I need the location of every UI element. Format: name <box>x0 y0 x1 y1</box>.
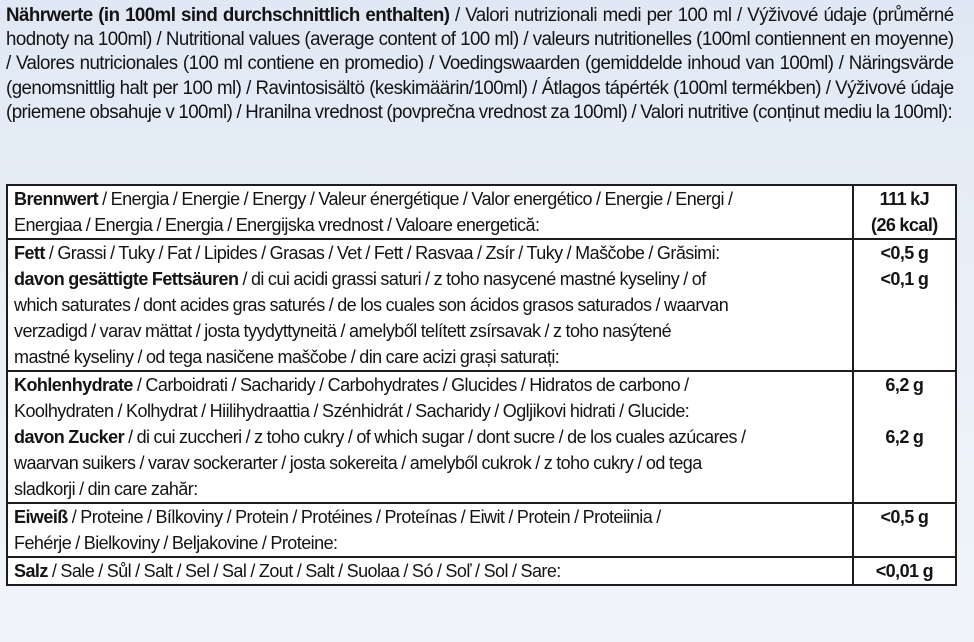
fat-value-total: <0,5 g <box>880 243 929 263</box>
carbs-translations: / Carboidrati / Sacharidy / Carbohydrates / Glucides / Hidratos de carbono / <box>132 375 689 395</box>
protein-value-text: <0,5 g <box>880 507 929 527</box>
saturates-value: <0,1 g <box>880 269 929 289</box>
fat-translations: / Grassi / Tuky / Fat / Lipides / Grasas / Vet / Fett / Rasvaa / Zsír / Tuky / Maščobe / Grăsimi: <box>44 243 720 263</box>
saturates-translations: / di cui acidi grassi saturi / z toho nasycené mastné kyseliny / of <box>238 269 706 289</box>
saturates-translations-3: verzadigd / varav mättat / josta tyydyttyneitä / amelyből telített zsírsavak / z toho nasýtené <box>14 321 672 341</box>
saturates-translations-2: which saturates / dont acides gras saturés / de los cuales son ácidos grasos saturados / waarvan <box>14 295 729 315</box>
protein-translations: / Proteine / Bílkoviny / Protein / Protéines / Proteínas / Eiwit / Protein / Proteiinia / <box>67 507 661 527</box>
sugar-heading: davon Zucker <box>14 427 125 447</box>
intro-heading-de: Nährwerte (in 100ml sind durchschnittlich enthalten) <box>6 5 450 26</box>
energy-value-kj: 111 kJ <box>879 189 930 209</box>
protein-heading: Eiweiß <box>14 507 68 527</box>
energy-value-kcal: (26 kcal) <box>871 215 938 235</box>
intro-text-line: (100ml contiennent en moyenne) / Valores nutricionales (100 ml contiene en promedio) / Voedingswaarden <box>6 29 954 75</box>
intro-text-line: (gemiddelde inhoud van 100ml) / Näringsvärde (genomsnittlig halt per 100 ml) / Ravintosisältö <box>6 53 954 99</box>
carbs-heading: Kohlenhydrate <box>14 375 133 395</box>
intro-text-line: / Valori nutrizionali medi per 100 ml / Výživové <box>449 5 818 26</box>
sugar-translations-3: sladkorji / din care zahăr: <box>14 479 198 499</box>
protein-label <box>7 503 853 557</box>
row-energy <box>7 185 956 239</box>
saturates-heading: davon gesättigte Fettsäuren <box>14 269 239 289</box>
salt-heading: Salz <box>14 561 48 581</box>
salt-label <box>7 557 853 585</box>
energy-translations-2: Energiaa / Energia / Energia / Energijska vrednost / Valoare energetică: <box>14 215 540 235</box>
saturates-translations-4: mastné kyseliny / od tega nasičene maščobe / din care acizi grași saturați: <box>14 347 560 367</box>
sugar-translations: / di cui zuccheri / z toho cukry / of which sugar / dont sucre / de los cuales azúcares / <box>124 427 746 447</box>
sugar-translations-2: waarvan suikers / varav sockerarter / josta sokereita / amelyből cukrok / z toho cukry / od tega <box>14 453 702 473</box>
salt-translations: / Sale / Sůl / Salt / Sel / Sal / Zout / Salt / Suolaa / Só / Soľ / Sol / Sare: <box>47 561 561 581</box>
energy-translations: / Energia / Energie / Energy / Valeur énergétique / Valor energético / Energie / Energi / <box>98 189 733 209</box>
nutrition-table <box>6 184 957 586</box>
intro-text-line: (keskimäärin/100ml) / Átlagos tápérték (100ml termékben) / Výživové údaje (priemene obsahuje v 100ml) / <box>6 77 954 123</box>
salt-value-text: <0,01 g <box>875 561 934 581</box>
carbs-label <box>7 371 853 503</box>
row-protein <box>7 503 956 557</box>
intro-text-line: údaje (průměrné hodnoty na 100ml) / Nutritional values (average content of 100 ml) / valeurs nutritionelles <box>6 5 954 51</box>
row-carbohydrates <box>7 371 956 503</box>
energy-label <box>7 185 853 239</box>
fat-label <box>7 239 853 371</box>
energy-heading: Brennwert <box>14 189 99 209</box>
salt-value <box>853 557 956 585</box>
fat-heading: Fett <box>14 243 45 263</box>
fat-value <box>853 239 956 371</box>
carbs-translations-2: Koolhydraten / Kolhydrat / Hiilihydraattia / Szénhidrát / Sacharidy / Ogljikovi hidrati / Glucide: <box>14 401 690 421</box>
energy-value <box>853 185 956 239</box>
row-salt <box>7 557 956 585</box>
protein-value <box>853 503 956 557</box>
protein-translations-2: Fehérje / Bielkoviny / Beljakovine / Proteine: <box>14 533 338 553</box>
intro-text-line: Hranilna vrednost (povprečna vrednost za 100ml) / Valori nutritive (conținut mediu la 100ml): <box>245 101 953 123</box>
nutrition-intro <box>6 4 954 125</box>
carbs-value-total: 6,2 g <box>885 375 924 395</box>
row-fat <box>7 239 956 371</box>
carbs-value <box>853 371 956 503</box>
sugar-value: 6,2 g <box>885 427 924 447</box>
